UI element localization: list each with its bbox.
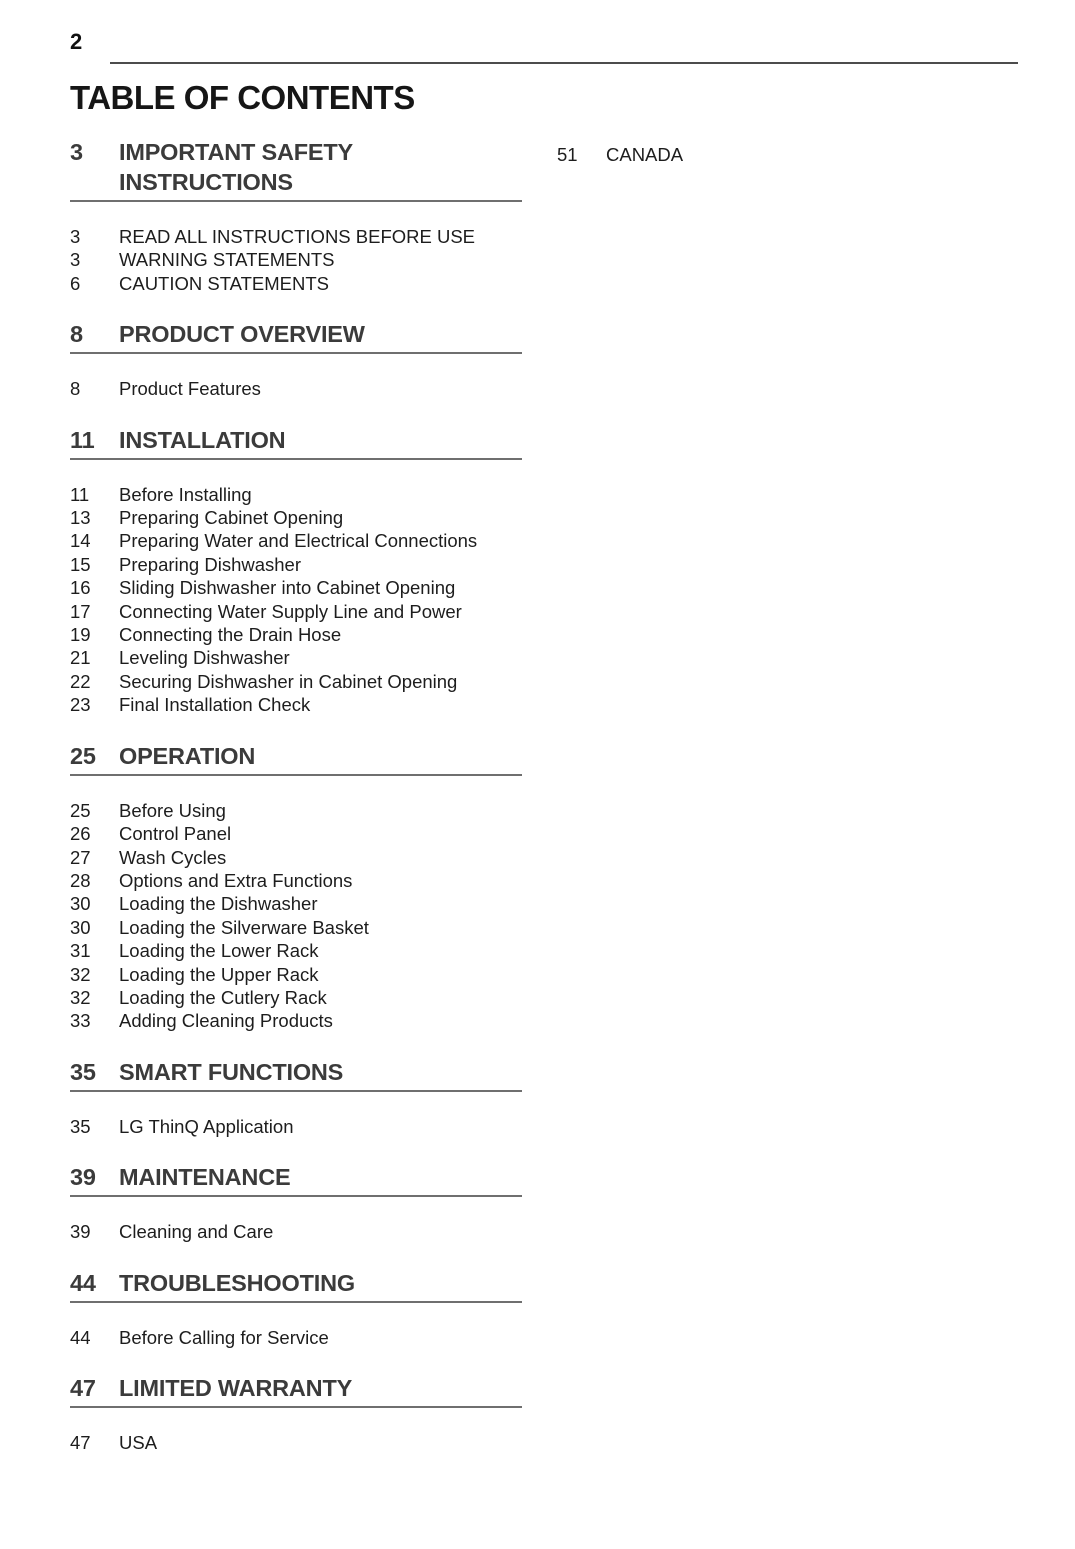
toc-entry-page-number: 11: [70, 483, 90, 505]
toc-section-maintenance: [70, 1162, 522, 1243]
toc-entry-page-number: 3: [70, 226, 81, 247]
toc-entry-page-number: 39: [70, 1221, 91, 1243]
toc-entry: [70, 529, 522, 552]
section-title: MAINTENANCE: [119, 1164, 291, 1191]
toc-entry: [70, 272, 522, 295]
section-entries: [70, 1326, 522, 1349]
section-title: OPERATION: [119, 742, 256, 769]
toc-entry-title: WARNING STATEMENTS: [119, 249, 335, 271]
section-entries: [70, 799, 522, 1033]
toc-entry-title: Connecting Water Supply Line and Power: [119, 600, 462, 622]
toc-entry: [70, 506, 522, 529]
section-page-number: 35: [70, 1058, 96, 1085]
toc-entry-title: Connecting the Drain Hose: [119, 624, 342, 646]
section-heading: [70, 1162, 522, 1197]
toc-entry-page-number: 35: [70, 1115, 91, 1137]
toc-entry-title: Options and Extra Functions: [119, 869, 353, 891]
toc-entry: [70, 600, 522, 623]
toc-entry: [70, 963, 522, 986]
toc-section-smart-functions: [70, 1057, 522, 1138]
toc-entry: [70, 623, 522, 646]
toc-entry-page-number: 25: [70, 799, 91, 821]
toc-entry-title: Loading the Cutlery Rack: [119, 986, 327, 1008]
section-page-number: 44: [70, 1269, 96, 1296]
header-rule: [110, 62, 1018, 64]
section-title: TROUBLESHOOTING: [119, 1269, 355, 1296]
toc-entry-title: Before Using: [119, 799, 226, 821]
toc-columns: [70, 137, 1018, 1454]
toc-section-limited-warranty: [70, 1373, 522, 1454]
toc-entry-page-number: 22: [70, 670, 91, 692]
toc-entry-title: CAUTION STATEMENTS: [119, 272, 330, 294]
toc-section-important-safety-instructions: [70, 137, 522, 295]
section-heading: [70, 741, 522, 776]
toc-entry-page-number: 23: [70, 694, 91, 716]
section-title: SMART FUNCTIONS: [119, 1058, 344, 1085]
section-heading: [70, 1268, 522, 1303]
toc-entry-title: Loading the Upper Rack: [119, 963, 319, 985]
toc-entry-page-number: 17: [70, 600, 91, 622]
toc-entry-page-number: 13: [70, 507, 91, 529]
toc-entry: [70, 377, 522, 400]
toc-entry-title: Sliding Dishwasher into Cabinet Opening: [119, 577, 456, 599]
toc-section-operation: [70, 741, 522, 1033]
toc-section-installation: [70, 425, 522, 717]
toc-entry-page-number: 30: [70, 893, 91, 915]
section-heading: [70, 425, 522, 460]
toc-entry: [70, 1009, 522, 1032]
toc-entry-page-number: 14: [70, 530, 91, 552]
toc-entry-title: Control Panel: [119, 823, 232, 845]
toc-entry: [70, 799, 522, 822]
toc-entry-page-number: 8: [70, 378, 81, 400]
toc-entry: [557, 143, 1018, 166]
toc-entry-title: Leveling Dishwasher: [119, 647, 290, 669]
toc-entry-title: Preparing Cabinet Opening: [119, 507, 344, 529]
toc-entry: [70, 1220, 522, 1243]
section-title: PRODUCT OVERVIEW: [119, 321, 365, 348]
section-page-number: 25: [70, 742, 96, 769]
toc-entry-page-number: 47: [70, 1431, 91, 1453]
toc-column-right: [557, 137, 1018, 1454]
toc-entry: [70, 892, 522, 915]
section-page-number: 8: [70, 321, 83, 348]
toc-entry: [70, 1431, 522, 1454]
toc-entry: [70, 1115, 522, 1138]
section-entries: [70, 1115, 522, 1138]
section-title: LIMITED WARRANTY: [119, 1374, 353, 1401]
toc-entry-page-number: 33: [70, 1010, 91, 1032]
section-entries: [70, 1220, 522, 1243]
toc-entry-title: Wash Cycles: [119, 846, 227, 868]
toc-section-product-overview: [70, 319, 522, 400]
toc-entry-page-number: 28: [70, 869, 91, 891]
section-entries: [70, 483, 522, 717]
toc-entry-page-number: 15: [70, 553, 91, 575]
toc-entry-page-number: 26: [70, 823, 91, 845]
section-entries: [70, 377, 522, 400]
manual-toc-page: [0, 30, 1075, 1549]
toc-entry: [70, 576, 522, 599]
page-header: [70, 30, 1018, 64]
toc-entry-title: READ ALL INSTRUCTIONS BEFORE USE: [119, 226, 476, 247]
toc-entry-title: Adding Cleaning Products: [119, 1010, 333, 1032]
section-page-number: 47: [70, 1374, 96, 1401]
toc-entry: [70, 1326, 522, 1349]
toc-entry: [70, 869, 522, 892]
toc-entry-page-number: 31: [70, 940, 91, 962]
toc-entry: [70, 646, 522, 669]
toc-entry: [70, 986, 522, 1009]
toc-entry-page-number: 32: [70, 963, 91, 985]
toc-entry-page-number: 30: [70, 916, 91, 938]
toc-entry: [70, 822, 522, 845]
section-heading: [70, 1373, 522, 1408]
section-entries: [70, 1431, 522, 1454]
toc-entry-page-number: 51: [557, 144, 578, 165]
toc-entry: [70, 846, 522, 869]
toc-entry: [70, 248, 522, 271]
toc-entry-title: Preparing Water and Electrical Connections: [119, 530, 478, 552]
toc-entry-title: USA: [119, 1431, 158, 1453]
toc-entry-page-number: 21: [70, 647, 91, 669]
page-title: TABLE OF CONTENTS: [70, 79, 415, 116]
toc-entry-title: Before Calling for Service: [119, 1326, 329, 1348]
page-number: 2: [70, 29, 83, 54]
toc-entry-page-number: 19: [70, 624, 91, 646]
toc-entry: [70, 670, 522, 693]
toc-entry-title: Cleaning and Care: [119, 1221, 274, 1243]
toc-entry-title: Final Installation Check: [119, 694, 311, 716]
section-heading: [70, 137, 522, 202]
toc-entry: [70, 483, 522, 506]
toc-entry-title: CANADA: [606, 144, 684, 165]
toc-entry: [70, 225, 522, 248]
toc-entry-title: Before Installing: [119, 483, 252, 505]
section-title: IMPORTANT SAFETY INSTRUCTIONS: [119, 139, 353, 195]
toc-entry-title: Loading the Dishwasher: [119, 893, 318, 915]
toc-entry-title: Product Features: [119, 378, 261, 400]
toc-column-left: [70, 137, 522, 1454]
toc-entry-title: Loading the Lower Rack: [119, 940, 319, 962]
toc-entry: [70, 553, 522, 576]
toc-entry-page-number: 32: [70, 986, 91, 1008]
toc-entry-page-number: 44: [70, 1326, 91, 1348]
toc-entry-title: LG ThinQ Application: [119, 1115, 294, 1137]
toc-entry-title: Loading the Silverware Basket: [119, 916, 369, 938]
toc-section-troubleshooting: [70, 1268, 522, 1349]
toc-entry-page-number: 27: [70, 846, 91, 868]
toc-entry-page-number: 16: [70, 577, 91, 599]
toc-entry-page-number: 3: [70, 249, 81, 271]
toc-entry-title: Securing Dishwasher in Cabinet Opening: [119, 670, 458, 692]
section-entries: [70, 225, 522, 295]
toc-entry-page-number: 6: [70, 272, 81, 294]
section-title: INSTALLATION: [119, 426, 286, 453]
section-heading: [70, 1057, 522, 1092]
toc-entry: [70, 693, 522, 716]
toc-entry: [70, 916, 522, 939]
section-page-number: 39: [70, 1164, 96, 1191]
section-page-number: 11: [70, 426, 95, 453]
toc-entry-title: Preparing Dishwasher: [119, 553, 302, 575]
section-page-number: 3: [70, 139, 83, 165]
section-heading: [70, 319, 522, 354]
toc-entry: [70, 939, 522, 962]
